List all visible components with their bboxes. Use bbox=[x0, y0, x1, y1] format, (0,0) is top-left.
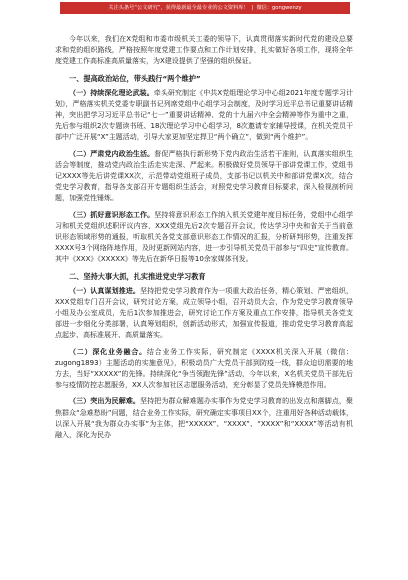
item-body: 牵头研究制定《中共X党组理论学习中心组2021年度专题学习计划》，严格落实机关党委专职副书记列席党组中心组学习会制度，及时学习近平总书记重要讲话精神，突出把学习习近平总书记“七一”重要讲话精神、党的十九届六中全会精神等作为重中之重，先后参与组织2次专题读书班、18次理论学习中心组学习，8次邀请专家辅导授课，在机关党员干部中广泛开展“X”主题活动，引导大家更加坚定捍卫“两个确立”，做到“两个维护”。 bbox=[55, 88, 354, 142]
item-body: 督促严格执行新形势下党内政治生活若干准则，认真落实组织生活会等制度，推动党内政治生活走实走深、严起来。积极做好党员领导干部讲党课工作，党组书记XXXX等先后讲党课XX次，示范带动党组班子成员，支部书记以机关中和部讲党课X次，结合党史学习教育，指导各支部召开专题组织生活会，对照党史学习教育目标要求，深入检视剖析问题，加强党性锤炼。 bbox=[55, 149, 354, 203]
section2-heading: 二、坚持大事大抓，扎实推进党史学习教育 bbox=[69, 271, 206, 281]
item-lead: （二）严肃党内政治生活。 bbox=[69, 149, 155, 158]
item-lead: （三）突出为民解难。 bbox=[69, 397, 141, 406]
section1-item-3 bbox=[55, 210, 353, 266]
item-lead: （二）深化业务融合。 bbox=[69, 347, 147, 356]
section2-item-2 bbox=[55, 347, 353, 392]
document-body bbox=[55, 34, 353, 446]
item-body: 结合业务工作实际，研究制定《XXXX机关深入开展（微信：zugong1893）主题活动的实施意见》，积极动员广大党员干部到防疫一线，群众迫切需要的地方去，当好“XXXXX”的先锋。持续深化“争当领跑先锋”活动，今年以来，X名机关党员干部先后参与疫情防控志愿服务，XX人次参加社区志愿服务活动，充分彰显了党员先锋模范作用。 bbox=[55, 347, 353, 390]
item-lead: （三）抓好意识形态工作。 bbox=[69, 210, 155, 219]
item-lead: （一）认真谋划推进。 bbox=[69, 286, 141, 295]
section1-item-2 bbox=[55, 149, 353, 205]
banner-separator: | bbox=[251, 5, 254, 11]
banner-text: 关注头条号“公文研究”，获得最新最全最专业的公文资料库！ bbox=[108, 5, 249, 11]
banner-wechat: 微信：gongwenzy bbox=[256, 5, 302, 11]
intro-paragraph: 今年以来，我们在X党组和市委市级机关工委的领导下，认真贯彻落实新时代党的建设总要求和党的组织路线，严格按照年度党建工作要点和工作计划安排，扎实做好各项工作，现将全年度党建工作高标准高质量落实，为X建设提供了坚强的组织保证。 bbox=[55, 35, 353, 66]
section1-item-1 bbox=[55, 88, 353, 144]
section1-heading: 一、提高政治站位，带头践行“两个维护” bbox=[69, 73, 201, 83]
item-body: 坚持将意识形态工作纳入机关党建年度目标任务，党组中心组学习和机关党组织述职评议内容，XXX党组先后2次专题召开会议，传达学习中央和省关于当前意识形态领域形势的通报，听取机关各党支部意识形态工作情况的汇报，分析研判形势，注重发挥XXXX号3个网络阵地作用，及时更新网站内容，进一步引导机关党员干部参与“四史”宣传教育。其中《XXX》《XXXXX》等先后在新华日报等10余家媒体刊发。 bbox=[55, 210, 354, 264]
section2-item-3 bbox=[55, 396, 353, 441]
top-promo-banner bbox=[60, 2, 350, 14]
section2-item-1 bbox=[55, 286, 353, 342]
item-lead: （一）持续深化理论武装。 bbox=[69, 88, 154, 97]
item-body: 坚持把党史学习教育作为一项重大政治任务，精心策划、严密组织，XXX党组专门召开会议，研究讨论方案，成立领导小组，召开动员大会，作为党史学习教育领导小组及办公室成员，先后1次参加推进会，研究讨论工作方案及重点工作安排，指导机关各党支部进一步细化分类部署，认真筹划组织，创新活动形式，加强宣传报道，推动党史学习教育高起点起步、高标准展开、高质量落实。 bbox=[55, 286, 354, 340]
item-body: 坚持把为群众解难题办实事作为党史学习教育的出发点和落脚点，聚焦群众“急难愁盼”问题，结合业务工作实际，研究确定实事项目XX个，注重用好各种活动载体，以深入开展“我为群众办实事”为主体，把“XXXXX”、“XXXX”、“XXXX”和“XXXX”等活动有机融入，深化为民办 bbox=[55, 397, 354, 440]
